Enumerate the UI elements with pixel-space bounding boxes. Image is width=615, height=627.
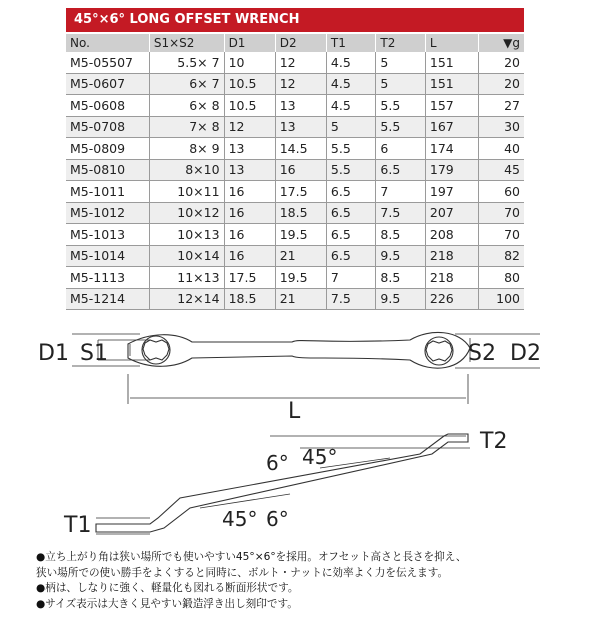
table-cell: 4.5 [326, 73, 375, 95]
table-cell: 40 [479, 138, 524, 160]
table-cell: 6.5 [326, 202, 375, 224]
table-row [66, 73, 524, 95]
note-line: ●柄は、しなりに強く、軽量化も図れる断面形状です。 [36, 582, 299, 594]
table-cell: 17.5 [224, 267, 275, 289]
table-cell: 10×12 [149, 202, 224, 224]
table-row [66, 52, 524, 73]
table-cell: M5-0607 [66, 73, 149, 95]
table-cell: M5-1113 [66, 267, 149, 289]
table-row [66, 95, 524, 117]
table-cell: M5-0608 [66, 95, 149, 117]
col-header-l: L [425, 34, 478, 52]
table-cell: 10.5 [224, 95, 275, 117]
table-row [66, 288, 524, 310]
table-cell: 9.5 [376, 288, 425, 310]
table-cell: 157 [425, 95, 478, 117]
table-cell: M5-1013 [66, 224, 149, 246]
table-cell: 5 [376, 73, 425, 95]
table-cell: M5-1011 [66, 181, 149, 203]
table-cell: 13 [275, 116, 326, 138]
table-cell: 11×13 [149, 267, 224, 289]
table-cell: 18.5 [224, 288, 275, 310]
table-cell: 10×11 [149, 181, 224, 203]
table-cell: 12 [224, 116, 275, 138]
table-cell: 6.5 [326, 224, 375, 246]
table-cell: 174 [425, 138, 478, 160]
product-title: 45°×6° LONG OFFSET WRENCH [66, 8, 524, 32]
table-cell: M5-0810 [66, 159, 149, 181]
label-t2: T2 [480, 429, 508, 454]
label-angle-45-top: 45° [302, 445, 338, 469]
table-cell: 19.5 [275, 267, 326, 289]
table-row [66, 159, 524, 181]
note-line: ●サイズ表示は大きく見やすい鍛造浮き出し刻印です。 [36, 597, 298, 610]
table-cell: M5-1214 [66, 288, 149, 310]
table-cell: 5.5 [326, 138, 375, 160]
table-row [66, 245, 524, 267]
table-cell: 17.5 [275, 181, 326, 203]
label-s2: S2 [468, 341, 496, 366]
table-cell: 20 [479, 73, 524, 95]
table-cell: 5 [326, 116, 375, 138]
table-cell: 14.5 [275, 138, 326, 160]
table-cell: 27 [479, 95, 524, 117]
col-header-d2: D2 [275, 34, 326, 52]
col-header-weight: ▼g [479, 34, 524, 52]
table-cell: 5.5 [376, 95, 425, 117]
table-cell: 18.5 [275, 202, 326, 224]
table-cell: 80 [479, 267, 524, 289]
table-cell: 10 [224, 52, 275, 73]
table-cell: 20 [479, 52, 524, 73]
note-line: ●立ち上がり角は狭い場所でも使いやすい45°×6°を採用。オフセット高さと長さを抑え、 [36, 551, 467, 563]
col-header-s1s2: S1×S2 [149, 34, 224, 52]
table-cell: 6× 7 [149, 73, 224, 95]
table-cell: M5-0809 [66, 138, 149, 160]
wrench-top-view [128, 332, 470, 368]
table-cell: 8.5 [376, 224, 425, 246]
table-cell: 6.5 [326, 181, 375, 203]
table-cell: 82 [479, 245, 524, 267]
wrench-diagram [0, 318, 615, 548]
feature-notes [36, 550, 608, 612]
table-cell: 30 [479, 116, 524, 138]
table-cell: 16 [224, 181, 275, 203]
table-cell: 5.5× 7 [149, 52, 224, 73]
table-cell: 6.5 [326, 245, 375, 267]
table-cell: 8×10 [149, 159, 224, 181]
label-s1: S1 [80, 341, 108, 366]
table-cell: 21 [275, 288, 326, 310]
table-cell: 151 [425, 52, 478, 73]
col-header-t2: T2 [376, 34, 425, 52]
note-line: 狭い場所での使い勝手をよくすると同時に、ボルト・ナットに効率よく力を伝えます。 [36, 566, 449, 579]
table-cell: 8× 9 [149, 138, 224, 160]
table-cell: 13 [224, 159, 275, 181]
table-cell: 6 [376, 138, 425, 160]
table-cell: 167 [425, 116, 478, 138]
table-cell: 4.5 [326, 52, 375, 73]
table-cell: 7 [376, 181, 425, 203]
table-row [66, 116, 524, 138]
table-cell: M5-05507 [66, 52, 149, 73]
col-header-d1: D1 [224, 34, 275, 52]
table-cell: 7.5 [376, 202, 425, 224]
col-header-t1: T1 [326, 34, 375, 52]
table-cell: 100 [479, 288, 524, 310]
table-cell: 45 [479, 159, 524, 181]
table-cell: 10×14 [149, 245, 224, 267]
table-cell: 5.5 [326, 159, 375, 181]
table-cell: 151 [425, 73, 478, 95]
box-end-right [425, 337, 453, 365]
table-row [66, 267, 524, 289]
table-cell: 70 [479, 202, 524, 224]
table-cell: 12 [275, 73, 326, 95]
table-cell: 6.5 [376, 159, 425, 181]
table-cell: 16 [224, 202, 275, 224]
table-cell: 13 [275, 95, 326, 117]
table-cell: 5.5 [376, 116, 425, 138]
table-cell: 10×13 [149, 224, 224, 246]
table-cell: 7.5 [326, 288, 375, 310]
table-row [66, 181, 524, 203]
label-angle-6-top: 6° [266, 451, 289, 475]
label-d1: D1 [38, 341, 69, 366]
table-cell: 60 [479, 181, 524, 203]
table-header-row [66, 34, 524, 52]
table-cell: 218 [425, 245, 478, 267]
table-cell: 12×14 [149, 288, 224, 310]
table-row [66, 138, 524, 160]
table-cell: 226 [425, 288, 478, 310]
table-cell: 13 [224, 138, 275, 160]
label-t1: T1 [64, 513, 92, 538]
table-cell: 207 [425, 202, 478, 224]
table-cell: 70 [479, 224, 524, 246]
label-d2: D2 [510, 341, 541, 366]
table-cell: 208 [425, 224, 478, 246]
table-cell: M5-1012 [66, 202, 149, 224]
table-cell: 5 [376, 52, 425, 73]
table-cell: 7× 8 [149, 116, 224, 138]
table-cell: 10.5 [224, 73, 275, 95]
table-cell: 21 [275, 245, 326, 267]
table-cell: 16 [224, 224, 275, 246]
table-cell: 7 [326, 267, 375, 289]
table-cell: 16 [224, 245, 275, 267]
table-cell: M5-0708 [66, 116, 149, 138]
table-cell: 19.5 [275, 224, 326, 246]
table-cell: 9.5 [376, 245, 425, 267]
table-cell: 16 [275, 159, 326, 181]
table-cell: 8.5 [376, 267, 425, 289]
label-angle-45-bottom: 45° [222, 507, 258, 531]
table-cell: 12 [275, 52, 326, 73]
table-cell: 179 [425, 159, 478, 181]
label-angle-6-bottom: 6° [266, 507, 289, 531]
label-l: L [288, 399, 301, 424]
table-cell: 4.5 [326, 95, 375, 117]
spec-table [66, 34, 524, 310]
table-cell: M5-1014 [66, 245, 149, 267]
table-row [66, 224, 524, 246]
table-cell: 218 [425, 267, 478, 289]
table-row [66, 202, 524, 224]
table-cell: 6× 8 [149, 95, 224, 117]
col-header-no: No. [66, 34, 149, 52]
table-cell: 197 [425, 181, 478, 203]
